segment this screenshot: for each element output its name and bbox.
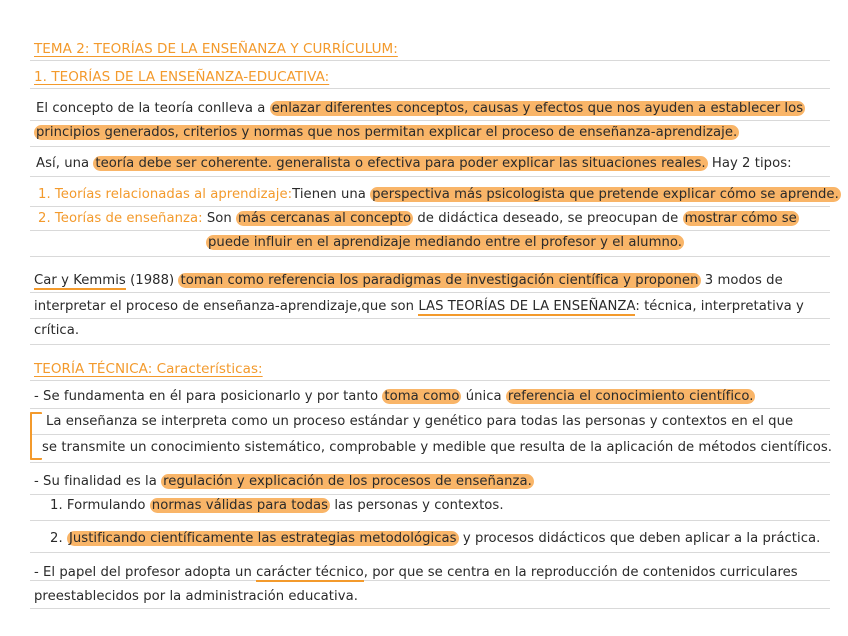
text-span: - El papel del profesor adopta un — [34, 565, 257, 580]
highlight-span: normas válidas para todas — [151, 498, 329, 513]
bullet-2-line — [0, 471, 848, 493]
rule-line — [30, 88, 830, 89]
type-1-label: 1. Teorías relacionadas al aprendizaje: — [38, 187, 293, 202]
type-2-label: 2. Teorías de enseñanza: — [38, 211, 203, 226]
text-span: las personas y contextos. — [330, 498, 504, 513]
numbered-item-1 — [0, 495, 848, 517]
highlight-span: puede influir en el aprendizaje mediando entre el profesor y el alumno. — [208, 235, 683, 250]
highlight-span: Justificando científicamente las estrategias metodológicas — [68, 531, 457, 546]
bullet-3-line-2: preestablecidos por la administración educativa. — [34, 589, 358, 604]
rule-line — [30, 206, 830, 207]
text-span: Así, una — [36, 156, 94, 171]
highlight-span: más cercanas al concepto — [238, 211, 412, 226]
rule-line — [30, 120, 830, 121]
rule-line — [30, 462, 830, 463]
highlight-span: regulación y explicación de los procesos de enseñanza. — [163, 474, 532, 489]
bullet-1-line-2: La enseñanza se interpreta como un proceso estándar y genético para todas las personas y contextos en el que — [46, 414, 794, 429]
page-title: TEMA 2: TEORÍAS DE LA ENSEÑANZA Y CURRÍCULUM: — [34, 41, 398, 57]
text-span: 1. Formulando — [50, 498, 150, 513]
rule-line — [30, 60, 830, 61]
text-span: crítica. — [34, 323, 80, 338]
rule-line — [30, 552, 830, 553]
text-span: (1988) — [125, 273, 179, 288]
rule-line — [30, 256, 830, 257]
text-span: - Su finalidad es la — [34, 474, 162, 489]
text-span: de didáctica deseado, se preocupan de — [413, 211, 683, 226]
highlight-span: enlazar diferentes conceptos, causas y efectos que nos ayuden a establecer los — [271, 101, 804, 116]
type-2-line — [0, 208, 848, 230]
underline-span: Car y Kemmis — [34, 273, 126, 288]
highlight-span: toman como referencia los paradigmas de investigación científica y proponen — [180, 273, 699, 288]
rule-line — [30, 292, 830, 293]
rule-line — [30, 318, 830, 319]
text-span: interpretar el proceso de enseñanza-aprendizaje,que son — [34, 299, 419, 314]
text-span: Son — [202, 211, 237, 226]
bullet-3-line-1 — [0, 562, 848, 584]
paragraph-concept-line-1 — [0, 98, 848, 120]
text-span: 3 modos de — [700, 273, 783, 288]
numbered-item-2 — [0, 528, 848, 550]
type-1-line — [0, 184, 848, 206]
text-span: El concepto de la teoría conlleva a — [36, 101, 270, 116]
underline-span: carácter técnico — [256, 565, 364, 580]
rule-line — [30, 434, 830, 435]
text-span: - Se fundamenta en él para posicionarlo y por tanto — [34, 389, 383, 404]
paragraph-kemmis-line-2 — [0, 296, 848, 318]
rule-line — [30, 176, 830, 177]
paragraph-concept-line-2 — [0, 122, 848, 144]
bullet-1-line-3: se transmite un conocimiento sistemático, comprobable y medible que resulta de la aplicación de métodos científicos. — [42, 440, 833, 455]
rule-line — [30, 146, 830, 147]
underline-span: LAS TEORÍAS DE LA ENSEÑANZA — [418, 299, 636, 314]
rule-line — [30, 230, 830, 231]
text-span: 2. — [50, 531, 67, 546]
text-span: y procesos didácticos que deben aplicar a la práctica. — [458, 531, 821, 546]
highlight-span: principios generados, criterios y normas que nos permitan explicar el proceso de enseñanza-aprendizaje. — [36, 125, 738, 140]
rule-line — [30, 520, 830, 521]
type-2-line-2 — [0, 232, 848, 254]
paragraph-coherence — [0, 153, 848, 175]
rule-line — [30, 380, 830, 381]
text-span: Tienen una — [292, 187, 371, 202]
highlight-span: teoría debe ser coherente. generalista o efectiva para poder explicar las situaciones reales. — [95, 156, 706, 171]
text-span: Hay 2 tipos: — [707, 156, 792, 171]
text-span: : técnica, interpretativa y — [635, 299, 804, 314]
text-span: única — [461, 389, 506, 404]
highlight-span: referencia el conocimiento científico. — [507, 389, 754, 404]
section-heading-teorias: 1. TEORÍAS DE LA ENSEÑANZA-EDUCATIVA: — [34, 69, 330, 85]
section-heading-tecnica: TEORÍA TÉCNICA: Características: — [34, 361, 263, 377]
rule-line — [30, 408, 830, 409]
paragraph-kemmis-line-3 — [0, 320, 848, 342]
text-span: , por que se centra en la reproducción de contenidos curriculares — [363, 565, 798, 580]
bullet-1-line-1 — [0, 386, 848, 408]
paragraph-kemmis-line-1 — [0, 270, 848, 292]
rule-line — [30, 344, 830, 345]
highlight-span: perspectiva más psicologista que pretende explicar cómo se aprende. — [372, 187, 839, 202]
rule-line — [30, 608, 830, 609]
highlight-span: mostrar cómo se — [684, 211, 797, 226]
highlight-span: toma como — [384, 389, 460, 404]
